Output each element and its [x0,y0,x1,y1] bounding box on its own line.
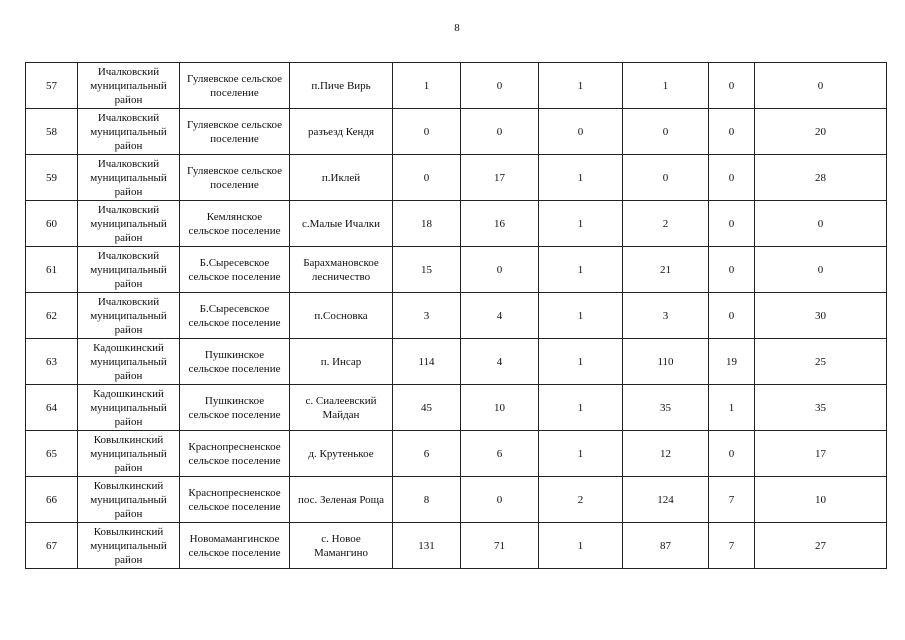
table-row [26,109,887,155]
locality-cell: п. Инсар [290,339,393,385]
value-cell-1: 131 [393,523,461,569]
value-cell-6: 17 [755,431,887,477]
district-cell: Ичалковский муниципальный район [78,155,180,201]
value-cell-1: 45 [393,385,461,431]
settlement-cell: Краснопресненское сельское поселение [180,431,290,477]
table-row [26,63,887,109]
value-cell-6: 0 [755,247,887,293]
value-cell-1: 0 [393,155,461,201]
value-cell-4: 35 [623,385,709,431]
row-number-cell: 67 [26,523,78,569]
value-cell-1: 1 [393,63,461,109]
district-cell: Ковылкинский муниципальный район [78,477,180,523]
value-cell-2: 0 [461,109,539,155]
value-cell-6: 0 [755,63,887,109]
row-number-cell: 59 [26,155,78,201]
table-row [26,339,887,385]
value-cell-3: 1 [539,293,623,339]
value-cell-2: 16 [461,201,539,247]
row-number-cell: 64 [26,385,78,431]
value-cell-4: 110 [623,339,709,385]
value-cell-4: 1 [623,63,709,109]
table-row [26,431,887,477]
settlement-cell: Гуляевское сельское поселение [180,155,290,201]
locality-cell: п.Пиче Вирь [290,63,393,109]
value-cell-2: 71 [461,523,539,569]
data-table [25,62,887,569]
value-cell-1: 8 [393,477,461,523]
row-number-cell: 66 [26,477,78,523]
row-number-cell: 62 [26,293,78,339]
settlement-cell: Гуляевское сельское поселение [180,63,290,109]
value-cell-4: 124 [623,477,709,523]
page-number: 8 [454,22,460,34]
value-cell-1: 114 [393,339,461,385]
locality-cell: с.Малые Ичалки [290,201,393,247]
row-number-cell: 63 [26,339,78,385]
row-number-cell: 60 [26,201,78,247]
value-cell-1: 3 [393,293,461,339]
value-cell-1: 18 [393,201,461,247]
table-row [26,293,887,339]
district-cell: Ичалковский муниципальный район [78,247,180,293]
value-cell-2: 0 [461,63,539,109]
district-cell: Ичалковский муниципальный район [78,201,180,247]
value-cell-3: 1 [539,201,623,247]
locality-cell: п.Сосновка [290,293,393,339]
value-cell-3: 1 [539,247,623,293]
value-cell-5: 0 [709,155,755,201]
value-cell-4: 3 [623,293,709,339]
settlement-cell: Пушкинское сельское поселение [180,385,290,431]
value-cell-5: 0 [709,431,755,477]
value-cell-6: 30 [755,293,887,339]
value-cell-2: 4 [461,293,539,339]
value-cell-4: 0 [623,109,709,155]
value-cell-5: 1 [709,385,755,431]
locality-cell: пос. Зеленая Роща [290,477,393,523]
value-cell-4: 87 [623,523,709,569]
value-cell-3: 2 [539,477,623,523]
value-cell-5: 7 [709,477,755,523]
value-cell-2: 17 [461,155,539,201]
value-cell-3: 1 [539,523,623,569]
value-cell-6: 25 [755,339,887,385]
table-row [26,201,887,247]
row-number-cell: 58 [26,109,78,155]
locality-cell: с. Сиалеевский Майдан [290,385,393,431]
locality-cell: д. Крутенькое [290,431,393,477]
settlement-cell: Б.Сыресевское сельское поселение [180,293,290,339]
district-cell: Ичалковский муниципальный район [78,293,180,339]
value-cell-3: 1 [539,431,623,477]
district-cell: Ичалковский муниципальный район [78,63,180,109]
value-cell-3: 0 [539,109,623,155]
value-cell-5: 0 [709,63,755,109]
district-cell: Кадошкинский муниципальный район [78,339,180,385]
settlement-cell: Пушкинское сельское поселение [180,339,290,385]
settlement-cell: Б.Сыресевское сельское поселение [180,247,290,293]
table-row [26,247,887,293]
district-cell: Ковылкинский муниципальный район [78,431,180,477]
value-cell-4: 0 [623,155,709,201]
value-cell-4: 21 [623,247,709,293]
locality-cell: Барахмановское лесничество [290,247,393,293]
value-cell-2: 10 [461,385,539,431]
value-cell-6: 10 [755,477,887,523]
settlement-cell: Гуляевское сельское поселение [180,109,290,155]
settlement-cell: Краснопресненское сельское поселение [180,477,290,523]
table-row [26,385,887,431]
table-row [26,523,887,569]
table-body [26,63,887,569]
locality-cell: с. Новое Мамангино [290,523,393,569]
settlement-cell: Кемлянское сельское поселение [180,201,290,247]
value-cell-6: 0 [755,201,887,247]
value-cell-2: 4 [461,339,539,385]
row-number-cell: 65 [26,431,78,477]
value-cell-6: 35 [755,385,887,431]
value-cell-4: 12 [623,431,709,477]
value-cell-6: 20 [755,109,887,155]
table-row [26,477,887,523]
value-cell-5: 0 [709,293,755,339]
table-row [26,155,887,201]
settlement-cell: Новомамангинское сельское поселение [180,523,290,569]
value-cell-2: 0 [461,477,539,523]
value-cell-3: 1 [539,155,623,201]
district-cell: Кадошкинский муниципальный район [78,385,180,431]
value-cell-6: 28 [755,155,887,201]
value-cell-1: 6 [393,431,461,477]
row-number-cell: 61 [26,247,78,293]
locality-cell: разъезд Кендя [290,109,393,155]
locality-cell: п.Иклей [290,155,393,201]
value-cell-2: 6 [461,431,539,477]
value-cell-5: 19 [709,339,755,385]
value-cell-1: 0 [393,109,461,155]
value-cell-3: 1 [539,385,623,431]
value-cell-4: 2 [623,201,709,247]
value-cell-5: 0 [709,109,755,155]
district-cell: Ковылкинский муниципальный район [78,523,180,569]
value-cell-5: 7 [709,523,755,569]
value-cell-1: 15 [393,247,461,293]
value-cell-6: 27 [755,523,887,569]
value-cell-5: 0 [709,247,755,293]
row-number-cell: 57 [26,63,78,109]
value-cell-3: 1 [539,63,623,109]
value-cell-3: 1 [539,339,623,385]
district-cell: Ичалковский муниципальный район [78,109,180,155]
value-cell-5: 0 [709,201,755,247]
value-cell-2: 0 [461,247,539,293]
